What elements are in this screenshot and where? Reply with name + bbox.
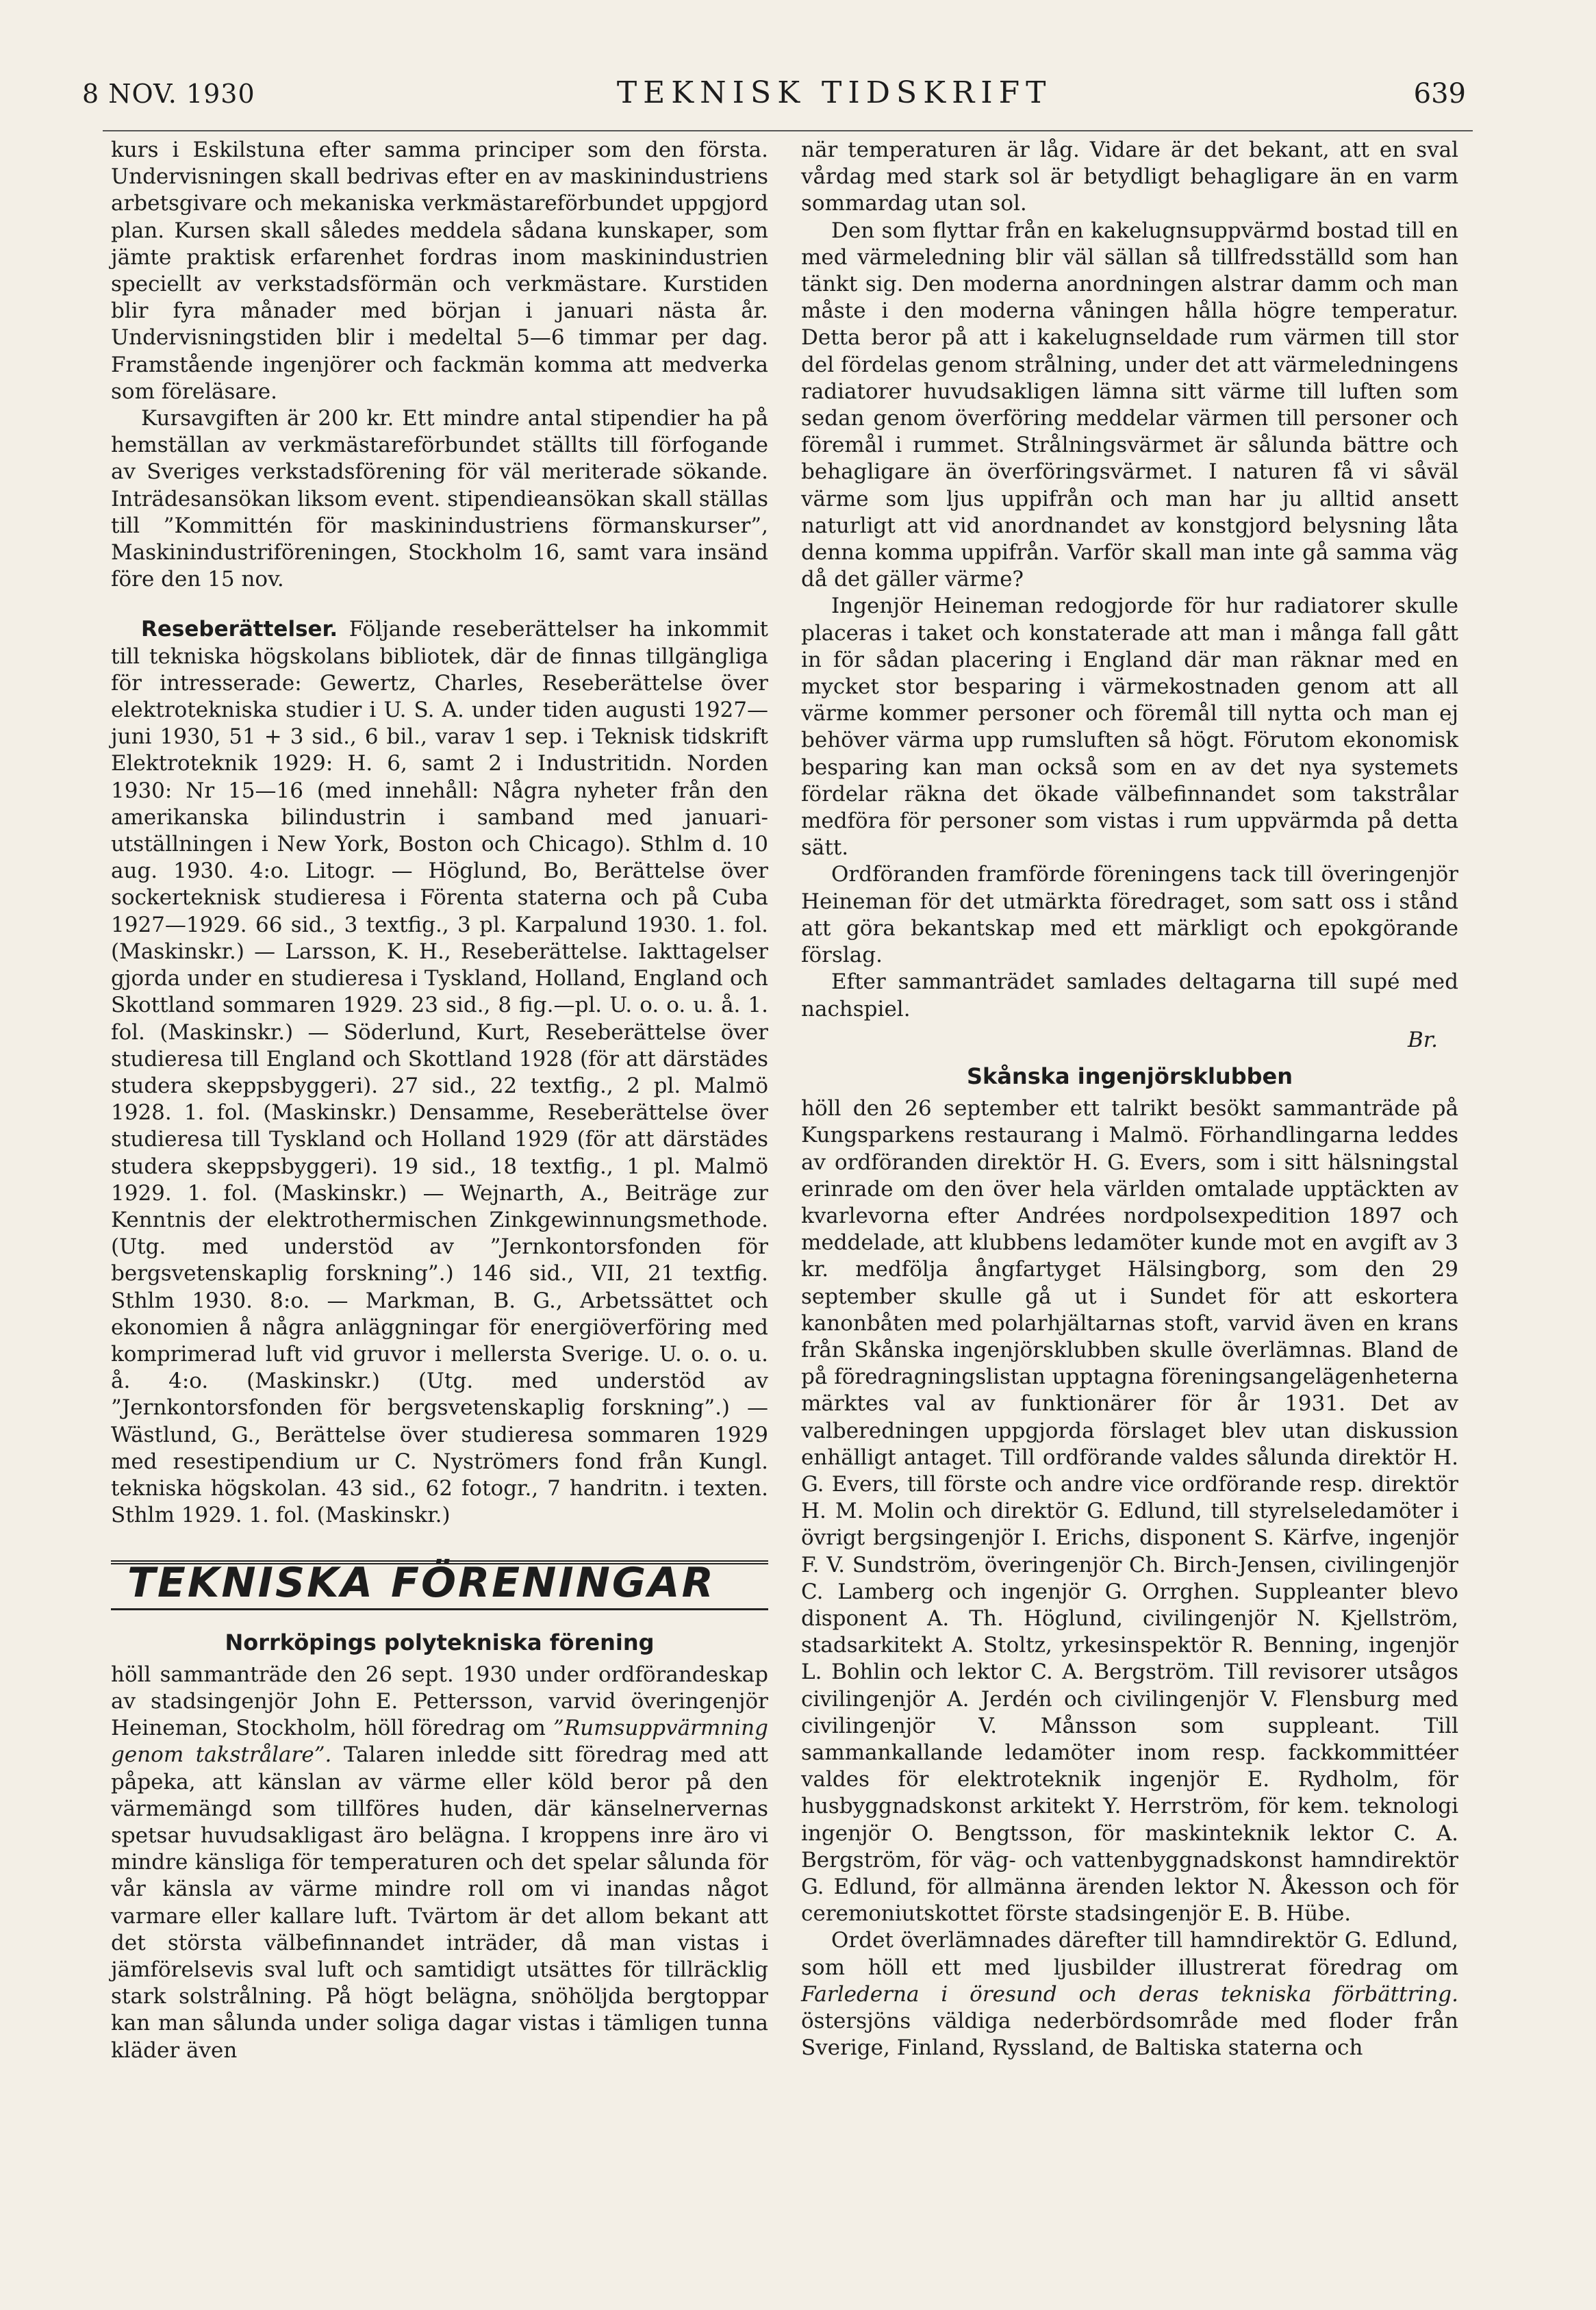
skanska-paragraph: höll den 26 september ett talrikt besökt sammanträde på Kungsparkens restaurang i Malmö. Förhandlingarna leddes av ordföranden direktör H. G. Evers, som i sitt hälsningstal erinrade om den över hela världen omtalade upptäckten av kvarlevorna efter Andrées nordpolsexpedition 1897 och meddelade, att klubbens ledamöter kunde mot en avgift av 3 kr. medfölja ångfartyget Hälsingborg, som den 29 september skulle gå ut i Sundet för att eskortera kanonbåten med polarhjältarnas stoft, varvid även en krans från Skånska ingenjörsklubben skulle överlämnas. Bland de på föredragningslistan upptagna föreningsangelägenheterna märktes val av funktionärer för år 1931. Det av valberedningen uppgjorda förslaget blev utan diskussion enhälligt antaget. Till ordförande valdes sålunda direktör H. G. Evers, till förste och andre vice ordförande resp. direktör H. M. Molin och direktör G. Edlund, till styrelseledamöter i övrigt bergsingenjör I. Erichs, disponent S. Kärfve, ingenjör F. V. Sundström, överingenjör Ch. Birch-Jensen, civilingenjör C. Lamberg och ingenjör G. Orrghen. Suppleanter blevo disponent A. Th. Höglund, civilingenjör N. Kjellström, stadsarkitekt A. Stoltz, yrkesinspektör R. Benning, ingenjör L. Bohlin och lektor C. A. Bergström. Till revisorer utsågos civilingenjör A. Jerdén och civilingenjör V. Flensburg med civilingenjör V. Månsson som suppleant. Till sammankallande ledamöter inom resp. fackkommittéer valdes för elektroteknik ingenjör E. Rydholm, för husbyggnadskonst arkitekt Y. Herrström, för kem. teknologi ingenjör O. Bengtsson, för maskinteknik lektor C. A. Bergström, för väg- och vattenbyggnadskonst hamndirektör G. Edlund, för allmänna ärenden lektor N. Åkesson och för ceremoniutskottet förste stadsingenjör E. B. Hübe.	[801, 1096, 1458, 1927]
page-header	[82, 75, 1466, 123]
norrkoping-heading: Norrköpings polytekniska förening	[225, 1629, 655, 1655]
norrkoping-intro: höll sammanträde den 26 sept. 1930 under ordförandeskap av stadsingenjör John E. Pettersson, varvid överingenjör Heineman, Stockholm, höll föredrag om	[111, 1662, 768, 1741]
header-rule	[103, 130, 1473, 131]
travel-reports-paragraph	[111, 616, 768, 1529]
journal-title: TEKNISK TIDSKRIFT	[616, 75, 1052, 110]
heating-paragraph: Den som flyttar från en kakelugnsuppvärmd bostad till en med värmeledning blir väl sällan så tillfredsställd som han tänkt sig. Den moderna anordningen alstrar damm och man måste i den moderna våningen hålla högre temperatur. Detta beror på att i kakelugnseldade rum värmen till stor del fördelas genom strålning, under det att värmeledningens radiatorer huvudsakligen lämna sitt värme till luften som sedan genom överföring meddelar värmen till personer och föremål i rummet. Strålningsvärmet är sålunda bättre och behagligare än överföringsvärmet. I naturen få vi såväl värme som ljus uppifrån och man har ju alltid ansett naturligt att vid anordnandet av konstgjord belysning låta denna komma uppifrån. Varför skall man inte gå samma väg då det gäller värme?	[801, 218, 1458, 592]
norrkoping-body: Talaren inledde sitt föredrag med att påpeka, att känslan av värme eller köld beror på den värmemängd som tillföres huden, där känselnervernas spetsar huvudsakligast äro belägna. I kroppens inre äro vi mindre känsliga för temperaturen och det spelar sålunda för vår känsla av värme mindre roll om vi inandas något varmare eller kallare luft. Tvärtom är det allom bekant att det största välbefinnandet inträder, då man vistas i jämförelsevis sval luft och samtidigt utsättes för tillräcklig stark solstrålning. På högt belägna, snöhöljda bergtoppar kan man sålunda under soliga dagar vistas i tämligen tunna kläder även	[111, 1742, 768, 2063]
edlund-paragraph	[801, 1927, 1458, 2061]
radiator-paragraph: Ingenjör Heineman redogjorde för hur radiatorer skulle placeras i taket och konstaterade att man i många fall gått in för sådan placering i England där man räknar med en mycket stor besparing i värmekostnaden genom att all värme kommer personer och föremål till nytta och man ej behöver värma upp rumsluften så högt. Förutom ekonomisk besparing kan man också som en av det nya systemets fördelar räkna det ökade välbefinnandet som takstrålar medföra för personer som vistas i rum uppvärmda på detta sätt.	[801, 594, 1458, 861]
fee-paragraph: Kursavgiften är 200 kr. Ett mindre antal stipendier ha på hemställan av verkmästareförbundet ställts till förfogande av Sveriges verkstadsförening för väl meriterade sökande. Inträdesansökan liksom event. stipendieansökan skall ställas till ”Kommittén för maskinindustriens förmanskurser”, Maskinindustriföreningen, Stockholm 16, samt vara insänd före den 15 nov.	[111, 406, 768, 592]
page-number: 639	[1413, 78, 1466, 110]
skanska-heading: Skånska ingenjörsklubben	[966, 1063, 1293, 1089]
edlund-body: östersjöns väldiga nederbördsområde med floder från Sverige, Finland, Ryssland, de Baltiska staterna och	[801, 2009, 1458, 2061]
norrkoping-paragraph	[111, 1662, 768, 2064]
supper-paragraph: Efter sammanträdet samlades deltagarna till supé med nachspiel.	[801, 969, 1458, 1021]
lecture-title: ”Rumsuppvärmning genom takstrålare”.	[111, 1716, 768, 1768]
continuation-paragraph: när temperaturen är låg. Vidare är det bekant, att en sval vårdag med stark sol är betydligt behagligare än en varm sommardag utan sol.	[801, 138, 1458, 216]
left-column	[111, 137, 768, 2064]
edlund-lecture-title: Farlederna i öresund och deras tekniska förbättring.	[801, 1981, 1458, 2007]
edlund-intro: Ordet överlämnades därefter till hamndirektör G. Edlund, som höll ett med ljusbilder illustrerat föredrag om	[801, 1928, 1458, 1980]
course-paragraph: kurs i Eskilstuna efter samma principer som den första. Undervisningen skall bedrivas efter en av maskinindustriens arbetsgivare och mekaniska verkmästareförbundet uppgjord plan. Kursen skall således meddela sådana kunskaper, som jämte praktisk erfarenhet fordras inom maskinindustrien speciellt av verkstadsförmän och verkmästare. Kurstiden blir fyra månader med början i januari nästa år. Undervisningstiden blir i medeltal 5—6 timmar per dag. Framstående ingenjörer och fackmän komma att medverka som föreläsare.	[111, 138, 768, 404]
issue-date: 8 NOV. 1930	[82, 79, 255, 109]
signature: Br.	[1407, 1027, 1438, 1052]
section-banner	[111, 1560, 768, 1610]
section-title: TEKNISKA FÖRENINGAR	[127, 1559, 715, 1608]
thanks-paragraph: Ordföranden framförde föreningens tack till överingenjör Heineman för det utmärkta föredraget, som satt oss i stånd att göra bekantskap med ett märkligt och epokgörande förslag.	[801, 862, 1458, 968]
right-column	[801, 137, 1458, 2061]
travel-reports-body: Följande reseberättelser ha inkommit till tekniska högskolans bibliotek, där de finnas tillgängliga för intresserade: Gewertz, Charles, Reseberättelse över elektrotekniska studier i U. S. A. under tiden augusti 1927—juni 1930, 51 + 3 sid., 6 bil., varav 1 sep. i Teknisk tidskrift Elektroteknik 1929: H. 6, samt 2 i Industritidn. Norden 1930: Nr 15—16 (med innehåll: Några nyheter från den amerikanska bilindustrin i samband med januari-utställningen i New York, Boston och Chicago). Sthlm d. 10 aug. 1930. 4:o. Litogr. — Höglund, Bo, Berättelse över sockerteknisk studieresa i Förenta staterna och på Cuba 1927—1929. 66 sid., 3 textfig., 3 pl. Karpalund 1930. 1. fol. (Maskinskr.) — Larsson, K. H., Reseberättelse. Iakttagelser gjorda under en studieresa i Tyskland, Holland, England och Skottland sommaren 1929. 23 sid., 8 fig.—pl. U. o. o. u. å. 1. fol. (Maskinskr.) — Söderlund, Kurt, Reseberättelse över studieresa till England och Skottland 1928 (för att därstädes studera skeppsbyggeri). 27 sid., 22 textfig., 2 pl. Malmö 1928. 1. fol. (Maskinskr.) Densamme, Reseberättelse över studieresa till Tyskland och Holland 1929 (för att därstädes studera skeppsbyggeri). 19 sid., 18 textfig., 1 pl. Malmö 1929. 1. fol. (Maskinskr.) — Wejnarth, A., Beiträge zur Kenntnis der elektrothermischen Zinkgewinnungsmethode. (Utg. med understöd av ”Jernkontorsfonden för bergsvetenskaplig forskning”.) 146 sid., VII, 21 textfig. Sthlm 1930. 8:o. — Markman, B. G., Arbetssättet och ekonomien å några anläggningar för energiöverföring med komprimerad luft vid gruvor i mellersta Sverige. U. o. o. u. å. 4:o. (Maskinskr.) (Utg. med understöd av ”Jernkontorsfonden för bergsvetenskaplig forskning”.) — Wästlund, G., Berättelse över studieresa sommaren 1929 med resestipendium ur C. Nyströmers fond från Kungl. tekniska högskolan. 43 sid., 62 fotogr., 7 handritn. i texten. Sthlm 1929. 1. fol. (Maskinskr.)	[111, 617, 768, 1528]
travel-reports-heading: Reseberättelser.	[141, 617, 338, 642]
